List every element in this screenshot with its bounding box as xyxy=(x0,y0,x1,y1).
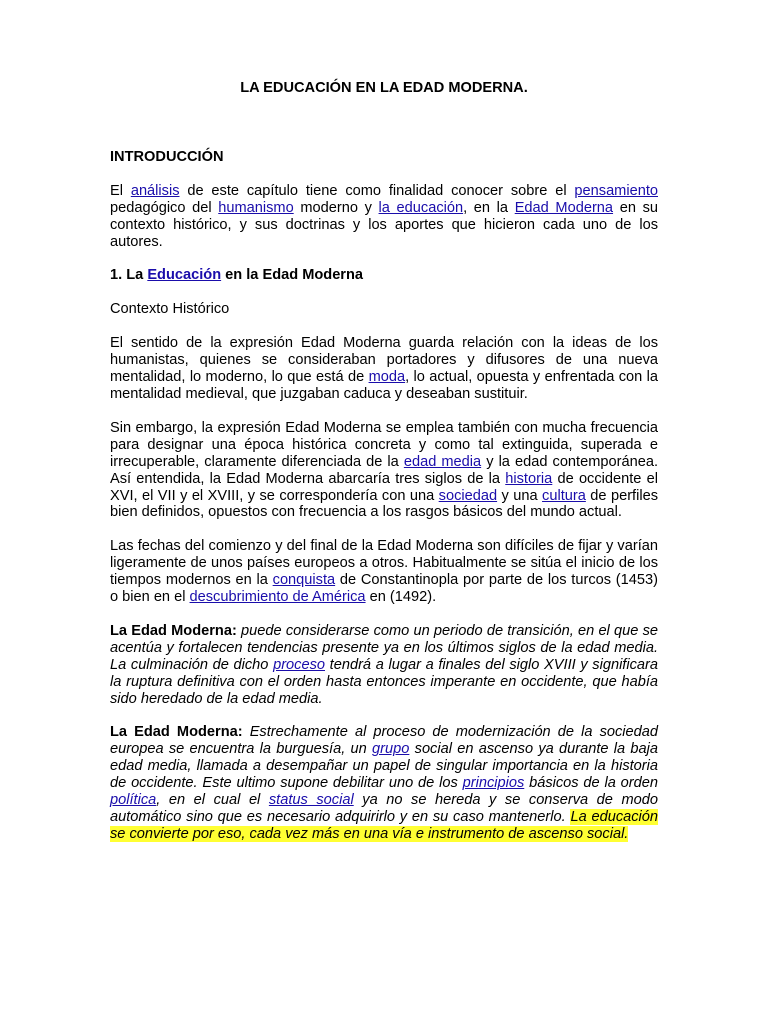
text: moderno y xyxy=(293,199,379,216)
text: Sin embargo, la expresión Edad Moderna se emplea también con mucha frecuencia para designar una época histórica concreta y como tal extinguida, superada e irrecuperable, claramente diferenciada de la xyxy=(110,419,658,470)
link-edad-media[interactable]: edad media xyxy=(403,453,482,470)
document-title: LA EDUCACIÓN EN LA EDAD MODERNA. xyxy=(240,80,528,96)
text: pedagógico del xyxy=(110,199,219,216)
bold-label: La Edad Moderna: xyxy=(110,724,243,741)
text: El sentido de la expresión Edad Moderna guarda relación con la ideas de los humanistas, quienes se consideraban portadores y difusores de una nueva mentalidad, lo moderno, lo que está de xyxy=(110,335,658,386)
text: puede considerarse como un periodo de transición, en el que se acentúa y fortalecen tendencias presente ya en los últimos siglos de la edad media. La culminación de dicho xyxy=(110,622,658,673)
text: de perfiles bien definidos, opuestos con frecuencia a los rasgos básicos del mundo actual. xyxy=(110,487,659,521)
text: , lo actual, opuesta y enfrentada con la mentalidad medieval, que juzgaban caduca y deseaban sustituir. xyxy=(110,369,658,402)
section-1-heading xyxy=(110,267,658,284)
text: social en ascenso ya durante la baja edad media, llamada a desempañar un papel de singular importancia en la historia de occidente. Este ultimo supone debilitar uno de los xyxy=(110,741,658,792)
link-moda[interactable]: moda xyxy=(368,369,406,386)
highlighted-text: La educación se convierte por eso, cada vez más en una vía e instrumento de ascenso social. xyxy=(110,809,658,842)
text: ya no se hereda y se conserva de modo automático sino que es necesario adquirirlo y en su caso mantenerlo. xyxy=(110,792,658,825)
link-pensamiento[interactable]: pensamiento xyxy=(574,182,658,199)
paragraph-4 xyxy=(110,623,658,708)
text: 1. La xyxy=(110,267,148,284)
text: de Constantinopla por parte de los turcos (1453) o bien en el xyxy=(110,572,658,606)
document-page xyxy=(110,80,658,860)
link-politica[interactable]: política xyxy=(110,792,157,809)
text: Las fechas del comienzo y del final de la Edad Moderna son difíciles de fijar y varían ligeramente de unos países europeos a otros. Habitualmente se sitúa el inicio de los tiempos modernos en la xyxy=(110,538,658,589)
link-humanismo[interactable]: humanismo xyxy=(218,199,294,216)
link-descubrimiento-de-america[interactable]: descubrimiento de América xyxy=(189,589,366,606)
link-grupo[interactable]: grupo xyxy=(372,741,410,758)
text: básicos de la orden xyxy=(524,775,658,792)
intro-paragraph xyxy=(110,183,658,251)
link-proceso[interactable]: proceso xyxy=(273,656,325,673)
link-educacion[interactable]: Educación xyxy=(147,267,222,284)
text: de este capítulo tiene como finalidad conocer sobre el xyxy=(179,182,575,199)
text: y la edad contemporánea. Así entendida, la Edad Moderna abarcaría tres siglos de la xyxy=(110,453,658,487)
link-cultura[interactable]: cultura xyxy=(542,487,586,504)
text: tendrá a lugar a finales del siglo XVIII y significara la ruptura definitiva con el orden hasta entonces imperante en occidente, que había sido heredado de la edad media. xyxy=(110,656,658,707)
link-principios[interactable]: principios xyxy=(462,775,525,792)
paragraph-5 xyxy=(110,724,658,842)
text: , en la xyxy=(463,199,515,216)
link-analisis[interactable]: análisis xyxy=(130,182,180,199)
text: en la Edad Moderna xyxy=(221,267,364,284)
text: y una xyxy=(497,487,543,504)
link-sociedad[interactable]: sociedad xyxy=(438,487,498,504)
text: Estrechamente al proceso de modernización de la sociedad europea se encuentra la burguesía, un xyxy=(110,724,658,758)
link-historia[interactable]: historia xyxy=(505,470,553,487)
intro-heading: INTRODUCCIÓN xyxy=(110,148,224,165)
link-edad-moderna[interactable]: Edad Moderna xyxy=(514,199,614,216)
text: en su contexto histórico, y sus doctrinas y los aportes que hicieron cada uno de los autores. xyxy=(110,199,658,250)
text: , en el cual el xyxy=(156,792,269,809)
paragraph-1 xyxy=(110,335,658,403)
paragraph-3 xyxy=(110,538,658,606)
bold-label: La Edad Moderna: xyxy=(110,622,237,639)
paragraph-2 xyxy=(110,420,658,521)
text: en (1492). xyxy=(365,589,437,606)
text: de occidente el XVI, el VII y el XVIII, y se correspondería con una xyxy=(110,470,658,504)
context-heading: Contexto Histórico xyxy=(110,301,230,318)
link-status-social[interactable]: status social xyxy=(268,792,354,809)
link-conquista[interactable]: conquista xyxy=(272,572,336,589)
link-la-educacion[interactable]: la educación xyxy=(378,199,464,216)
text: El xyxy=(110,182,131,199)
